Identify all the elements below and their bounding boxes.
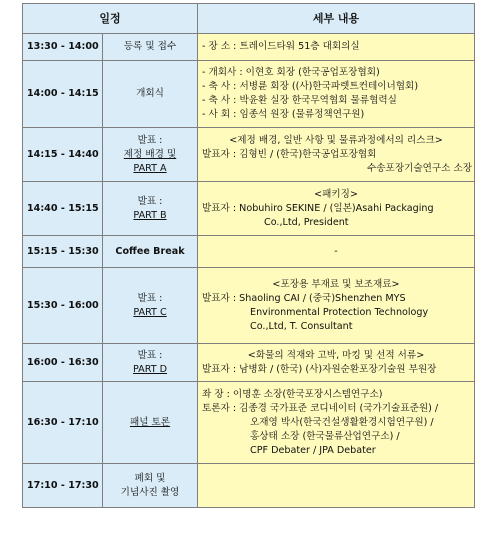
presenter-line: 발표자 : 남병화 / (한국) (사)자원순환포장기술원 부원장 <box>202 363 437 375</box>
time-cell: 15:30 - 16:00 <box>23 268 103 344</box>
presenter-line: 발표자 : 김형빈 / (한국)한국공업포장협회 <box>202 148 377 160</box>
details-cell <box>198 182 475 236</box>
detail-line: - 축 사 : 박윤환 실장 한국무역협회 물류협력실 <box>202 95 397 106</box>
time-cell: 14:00 - 14:15 <box>23 61 103 128</box>
detail-line: - 사 회 : 임종석 원장 (물류정책연구원) <box>202 109 365 120</box>
topic-line: <화물의 적재와 고박, 마킹 및 선적 서류> <box>247 349 425 361</box>
table-row <box>23 464 475 508</box>
detail-line: - <box>334 245 338 257</box>
detail-line: - 장 소 : 트레이드타워 51층 대회의실 <box>202 41 360 52</box>
header-details: 세부 내용 <box>198 4 475 34</box>
program-cell <box>103 268 198 344</box>
table-row <box>23 236 475 268</box>
program-label: 패널 토론 <box>129 416 171 428</box>
presenter-line-cont: 수송포장기술연구소 소장 <box>367 162 473 174</box>
presenter-line-cont: Environmental Protection Technology <box>250 306 429 318</box>
detail-line: - 축 사 : 서병륜 회장 ((사)한국파렛트컨테이너협회) <box>202 81 419 92</box>
program-label-cont: 기념사진 촬영 <box>120 486 180 498</box>
program-cell <box>103 61 198 128</box>
topic-line: <패키징> <box>314 188 358 200</box>
time-cell: 14:15 - 14:40 <box>23 128 103 182</box>
presenter-line: 발표자 : Nobuhiro SEKINE / (일본)Asahi Packaging <box>202 202 434 214</box>
time-cell: 15:15 - 15:30 <box>23 236 103 268</box>
presenter-line-cont: Co.,Ltd, President <box>264 216 349 228</box>
program-label: 등록 및 접수 <box>123 41 177 52</box>
table-row <box>23 382 475 464</box>
program-title: 제정 배경 및 <box>123 148 177 160</box>
program-cell <box>103 236 198 268</box>
program-label: 발표 : <box>137 292 163 304</box>
program-cell <box>103 382 198 464</box>
table-row <box>23 344 475 382</box>
program-cell <box>103 344 198 382</box>
program-cell <box>103 182 198 236</box>
time-cell: 14:40 - 15:15 <box>23 182 103 236</box>
program-label: 폐회 및 <box>134 472 166 484</box>
topic-line: <포장용 부재료 및 보조재료> <box>272 278 400 290</box>
details-cell <box>198 236 475 268</box>
program-label: Coffee Break <box>115 245 185 257</box>
program-cell <box>103 128 198 182</box>
time-cell: 13:30 - 14:00 <box>23 34 103 61</box>
details-cell <box>198 464 475 508</box>
program-label: 발표 : <box>137 134 163 146</box>
table-row <box>23 268 475 344</box>
details-cell <box>198 268 475 344</box>
program-part: PART D <box>133 363 167 375</box>
header-schedule: 일정 <box>23 4 198 34</box>
panelist-line: 토론자 : 김종경 국가표준 코디네이터 (국가기술표준원) / <box>202 402 439 414</box>
details-cell <box>198 382 475 464</box>
moderator-line: 좌 장 : 이명훈 소장(한국포장시스템연구소) <box>202 388 383 400</box>
program-part: PART B <box>133 209 167 221</box>
details-cell <box>198 344 475 382</box>
topic-line: <제정 배경, 일반 사항 및 물류과정에서의 리스크> <box>229 134 443 146</box>
program-cell <box>103 464 198 508</box>
table-header-row <box>23 4 475 34</box>
program-label: 발표 : <box>137 195 163 207</box>
program-cell <box>103 34 198 61</box>
detail-line: - 개회사 : 이현호 회장 (한국공업포장협회) <box>202 67 380 78</box>
panelist-line-cont: 오재영 박사(한국건설생활환경시험연구원) / <box>250 416 434 428</box>
panelist-line-cont: 홍상태 소장 (한국물류산업연구소) / <box>250 430 400 442</box>
schedule-table <box>22 3 475 508</box>
time-cell: 16:00 - 16:30 <box>23 344 103 382</box>
table-row <box>23 34 475 61</box>
details-cell <box>198 34 475 61</box>
program-part: PART C <box>133 306 167 318</box>
panelist-line-cont: CPF Debater / JPA Debater <box>250 444 376 456</box>
program-label: 발표 : <box>137 349 163 361</box>
presenter-line: 발표자 : Shaoling CAI / (중국)Shenzhen MYS <box>202 292 406 304</box>
table-row <box>23 182 475 236</box>
time-cell: 16:30 - 17:10 <box>23 382 103 464</box>
program-part: PART A <box>133 162 167 174</box>
details-cell <box>198 128 475 182</box>
time-cell: 17:10 - 17:30 <box>23 464 103 508</box>
table-row <box>23 61 475 128</box>
presenter-line-cont: Co.,Ltd, T. Consultant <box>250 320 353 332</box>
program-label: 개회식 <box>136 88 164 99</box>
details-cell <box>198 61 475 128</box>
table-row <box>23 128 475 182</box>
